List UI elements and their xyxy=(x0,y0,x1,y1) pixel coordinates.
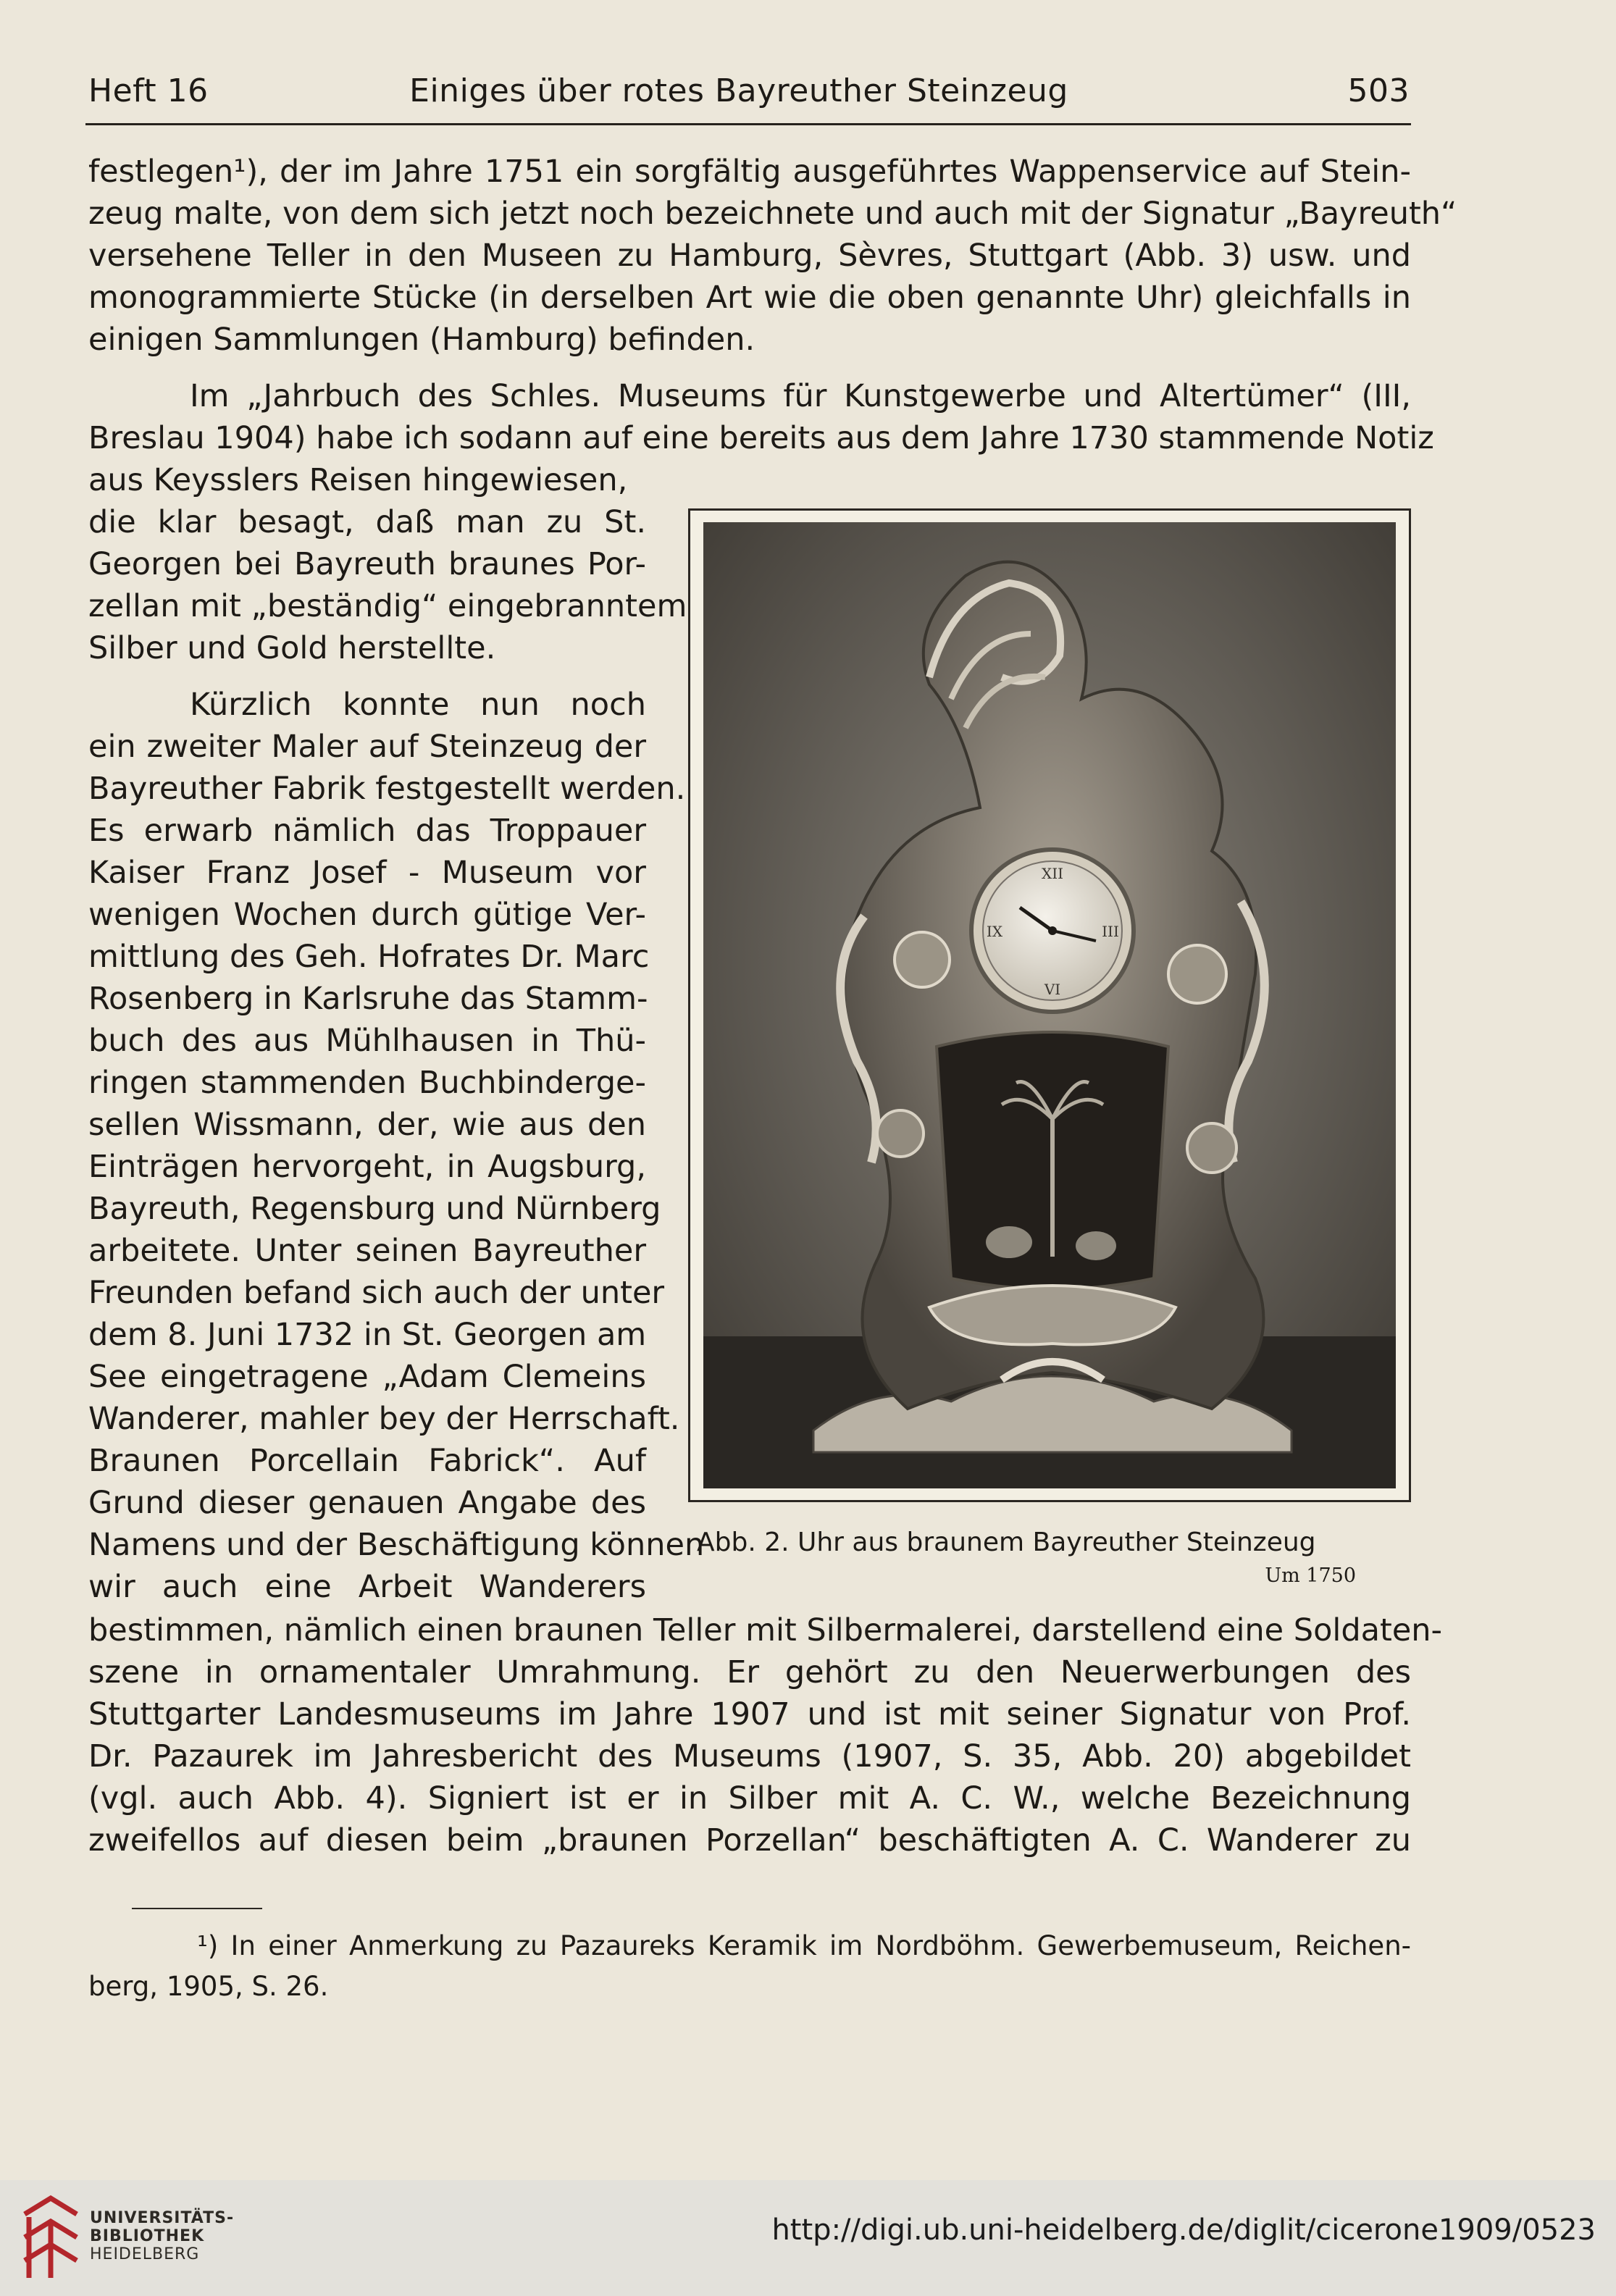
library-name-line: HEIDELBERG xyxy=(90,2245,200,2263)
text-line: zweifellos auf diesen beim „braunen Porzellan“ beschäftigten A. C. Wanderer zu xyxy=(88,1822,1411,1859)
text-line: Wanderer, mahler bey der Herrschaft. xyxy=(88,1401,680,1437)
library-name-line: BIBLIOTHEK xyxy=(90,2227,205,2245)
text-line: Im „Jahrbuch des Schles. Museums für Kunstgewerbe und Altertümer“ (III, xyxy=(190,378,1411,414)
library-logo xyxy=(17,2192,84,2284)
text-line: Dr. Pazaurek im Jahresbericht des Museums (1907, S. 35, Abb. 20) abgebildet xyxy=(88,1738,1411,1775)
text-line: Breslau 1904) habe ich sodann auf eine bereits aus dem Jahre 1730 stammende Notiz xyxy=(88,420,1434,456)
svg-text:VI: VI xyxy=(1044,981,1061,998)
svg-text:III: III xyxy=(1102,923,1119,940)
text-line: versehene Teller in den Museen zu Hamburg, Sèvres, Stuttgart (Abb. 3) usw. und xyxy=(88,238,1411,274)
text-line: Freunden befand sich auch der unter xyxy=(88,1275,665,1311)
text-line: wir auch eine Arbeit Wanderers xyxy=(88,1569,646,1605)
clock-photo xyxy=(690,511,1409,1500)
text-line: aus Keysslers Reisen hingewiesen, xyxy=(88,462,628,498)
page-number: 503 xyxy=(1347,72,1410,109)
text-line: (vgl. auch Abb. 4). Signiert ist er in Silber mit A. C. W., welche Bezeichnung xyxy=(88,1780,1411,1817)
text-line: Bayreuther Fabrik festgestellt werden. xyxy=(88,771,686,807)
text-line: die klar besagt, daß man zu St. xyxy=(88,504,646,540)
running-title: Einiges über rotes Bayreuther Steinzeug xyxy=(409,72,1068,109)
text-line: zeug malte, von dem sich jetzt noch bezeichnete und auch mit der Signatur „Bayreuth“ xyxy=(88,196,1457,232)
text-line: Silber und Gold herstellte. xyxy=(88,630,496,666)
text-line: einigen Sammlungen (Hamburg) befinden. xyxy=(88,322,755,358)
text-line: ein zweiter Maler auf Steinzeug der xyxy=(88,729,646,765)
text-line: Bayreuth, Regensburg und Nürnberg xyxy=(88,1191,661,1227)
text-line: festlegen¹), der im Jahre 1751 ein sorgfältig ausgeführtes Wappenservice auf Stein- xyxy=(88,154,1411,190)
text-line: bestimmen, nämlich einen braunen Teller mit Silbermalerei, darstellend eine Soldaten- xyxy=(88,1612,1443,1648)
footnote-rule xyxy=(132,1908,262,1909)
text-line: Kaiser Franz Josef - Museum vor xyxy=(88,855,646,891)
footnote-line: ¹) In einer Anmerkung zu Pazaureks Keramik im Nordböhm. Gewerbemuseum, Reichen- xyxy=(197,1930,1411,1961)
text-line: ringen stammenden Buchbinderge- xyxy=(88,1065,646,1101)
footnote-line: berg, 1905, S. 26. xyxy=(88,1971,329,2002)
issue-label: Heft 16 xyxy=(88,72,209,109)
svg-text:IX: IX xyxy=(986,923,1003,940)
text-line: mittlung des Geh. Hofrates Dr. Marc xyxy=(88,939,650,975)
text-line: wenigen Wochen durch gütige Ver- xyxy=(88,897,646,933)
library-name-line: UNIVERSITÄTS- xyxy=(90,2209,235,2227)
figure-date: Um 1750 xyxy=(1265,1564,1356,1587)
text-line: See eingetragene „Adam Clemeins xyxy=(88,1359,646,1395)
text-line: zellan mit „beständig“ eingebranntem xyxy=(88,588,687,624)
text-line: Kürzlich konnte nun noch xyxy=(190,687,646,723)
figure-photo-frame xyxy=(688,508,1411,1502)
text-line: szene in ornamentaler Umrahmung. Er gehört zu den Neuerwerbungen des xyxy=(88,1654,1411,1690)
source-url-link[interactable]: http://digi.ub.uni-heidelberg.de/diglit/cicerone1909/0523 xyxy=(771,2213,1596,2247)
text-line: Grund dieser genauen Angabe des xyxy=(88,1485,646,1521)
text-line: Einträgen hervorgeht, in Augsburg, xyxy=(88,1149,646,1185)
text-line: monogrammierte Stücke (in derselben Art wie die oben genannte Uhr) gleichfalls in xyxy=(88,280,1411,316)
library-name xyxy=(90,2209,234,2263)
text-line: dem 8. Juni 1732 in St. Georgen am xyxy=(88,1317,647,1353)
header-rule xyxy=(85,123,1411,125)
text-line: arbeitete. Unter seinen Bayreuther xyxy=(88,1233,646,1269)
text-line: Namens und der Beschäftigung können xyxy=(88,1527,705,1563)
text-line: Es erwarb nämlich das Troppauer xyxy=(88,813,646,849)
text-line: Stuttgarter Landesmuseums im Jahre 1907 und ist mit seiner Signatur von Prof. xyxy=(88,1696,1411,1733)
figure-caption: Abb. 2. Uhr aus braunem Bayreuther Steinzeug xyxy=(697,1528,1316,1557)
svg-text:XII: XII xyxy=(1041,865,1064,882)
text-line: Braunen Porcellain Fabrick“. Auf xyxy=(88,1443,646,1479)
text-line: sellen Wissmann, der, wie aus den xyxy=(88,1107,646,1143)
text-line: Georgen bei Bayreuth braunes Por- xyxy=(88,546,646,582)
text-line: buch des aus Mühlhausen in Thü- xyxy=(88,1023,646,1059)
text-line: Rosenberg in Karlsruhe das Stamm- xyxy=(88,981,648,1017)
